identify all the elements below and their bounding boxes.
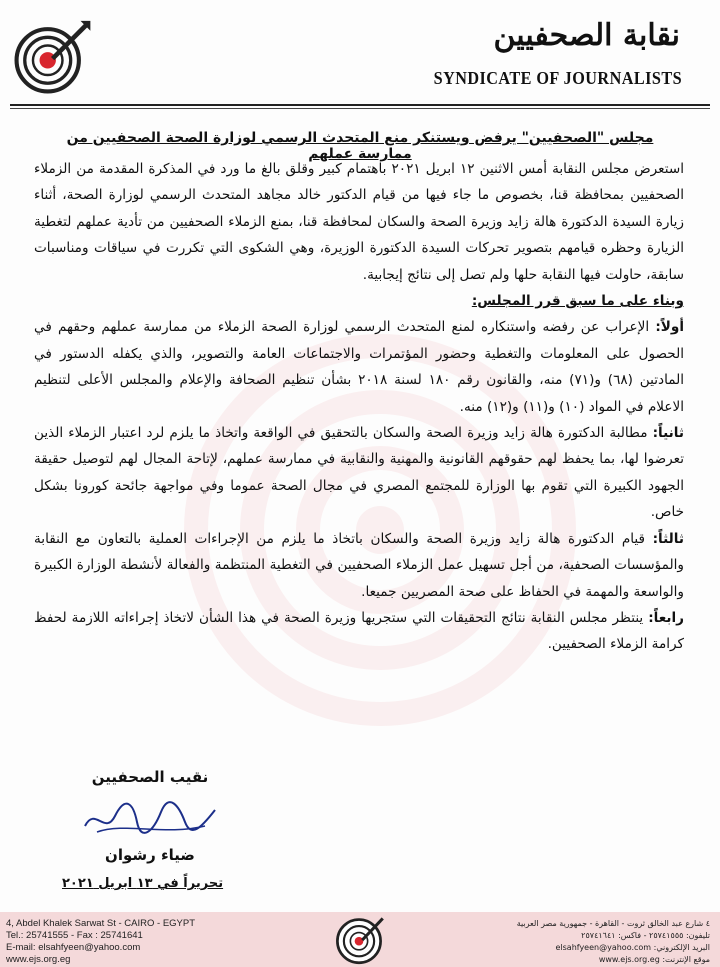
signatory-name: ضياء رشوان [105,846,195,864]
item-lead: ثانياً: [652,425,684,442]
item-lead: ثالثاً: [652,530,684,547]
item-text: مطالبة الدكتورة هالة زايد وزيرة الصحة والسكان بالتحقيق في الواقعة واتخاذ ما يلزم لرد اعتبار الزملاء الذين تعرضوا لها، بما يحفظ لهم حقوقهم القانونية والمهنية والنقابية في ممارسة عملهم، لإتاحة المجال لهم لتوصيل حقيقة الجهود الكبيرة التي تقوم بها الوزارة للمجتمع المصري في مجال الصحة عموما وفي مواجهة جائحة كورونا بشكل خاص. [34,425,684,521]
decision-item-4 [34,605,684,658]
intro-paragraph: استعرض مجلس النقابة أمس الاثنين ١٢ ابريل ٢٠٢١ باهتمام كبير وقلق بالغ ما ورد في المذكرة المقدمة من الزملاء الصحفيين بمحافظة قنا، بخصوص ما جاء فيها من قيام الدكتور خالد مجاهد المتحدث الرسمي لوزارة الصحة، أثناء زيارة السيدة الدكتورة هالة زايد وزيرة الصحة والسكان لمحافظة قنا، بمنع الزملاء الصحفيين من تأدية عملهم لتغطية الزيارة وحظره قيامهم بتصوير تحركات السيدة الدكتورة الوزيرة، وهي الشكوى التي تكررت في سياقات ومناسبات سابقة، حاولت فيها النقابة حلها ولم تصل إلى نتائج إيجابية. [34,161,685,283]
document-title: مجلس "الصحفيين" يرفض ويستنكر منع المتحدث الرسمي لوزارة الصحة الصحفيين من ممارسة عملهم [66,130,654,162]
header-divider [10,104,710,106]
signature-block [70,768,230,864]
footer-logo-icon [332,912,386,966]
footer-website: www.ejs.org.eg [6,954,71,965]
footer-address-ar: ٤ شارع عبد الخالق ثروت - القاهرة - جمهورية مصر العربية [516,919,710,928]
issue-date: تحريراً في ١٣ ابريل ٢٠٢١ [62,876,224,891]
footer-phone-ar: تليفون: ٢٥٧٤١٥٥٥ - فاكس: ٢٥٧٤١٦٤١ [581,931,710,940]
footer-website-ar: موقع الإنترنت: www.ejs.org.eg [598,955,710,964]
document-body [34,156,684,658]
english-syndicate-name: SYNDICATE OF JOURNALISTS [433,68,682,88]
item-text: الإعراب عن رفضه واستنكاره لمنع المتحدث الرسمي لوزارة الصحة الزملاء من ممارسة عملهم وحقهم في الحصول على المعلومات والتغطية وحضور المؤتمرات والاجتماعات العامة والتصوير، والذي يكفله الدستور في المادتين (٦٨) و(٧١) منه، والقانون رقم ١٨٠ لسنة ٢٠١٨ بشأن تنظيم الصحافة والإعلام والمجلس الأعلى لتنظيم الاعلام في المواد (١٠) و(١١) و(١٢) منه. [34,319,684,415]
footer-phone: Tel.: 25741555 - Fax : 25741641 [6,930,143,941]
footer-email: E-mail: elsahfyeen@yahoo.com [6,942,141,953]
decision-item-3 [34,526,684,605]
decision-heading: وبناء على ما سبق قرر المجلس: [471,293,684,310]
handwritten-signature [75,792,225,842]
item-text: ينتظر مجلس النقابة نتائج التحقيقات التي ستجريها وزيرة الصحة في هذا الشأن لاتخاذ إجراءاته اللازمة لحفظ كرامة الزملاء الصحفيين. [34,609,684,653]
item-text: قيام الدكتورة هالة زايد وزيرة الصحة والسكان باتخاذ ما يلزم من الإجراءات العملية بالتعاون مع النقابة والمؤسسات الصحفية، من أجل تسهيل عمل الزملاء الصحفيين في التغطية المنتظمة والفعالة لأنشطة الوزارة الكبيرة والواسعة والمهمة في الحفاظ على صحة المصريين جميعا. [34,530,684,600]
item-lead: رابعاً: [648,609,684,626]
header-divider-thin [10,108,710,109]
footer-email-ar: البريد الإلكتروني: elsahfyeen@yahoo.com [555,943,710,952]
footer-contact-arabic [517,918,710,966]
decision-item-1 [34,314,684,420]
arabic-syndicate-name: نقابة الصحفيين [493,18,680,53]
signatory-title: نقيب الصحفيين [91,768,209,786]
syndicate-logo-icon [10,16,92,98]
footer-address: 4, Abdel Khalek Sarwat St - CAIRO - EGYPT [6,918,196,929]
item-lead: أولاً: [655,319,684,336]
footer-contact-english [6,918,195,966]
decision-item-2 [34,420,684,526]
